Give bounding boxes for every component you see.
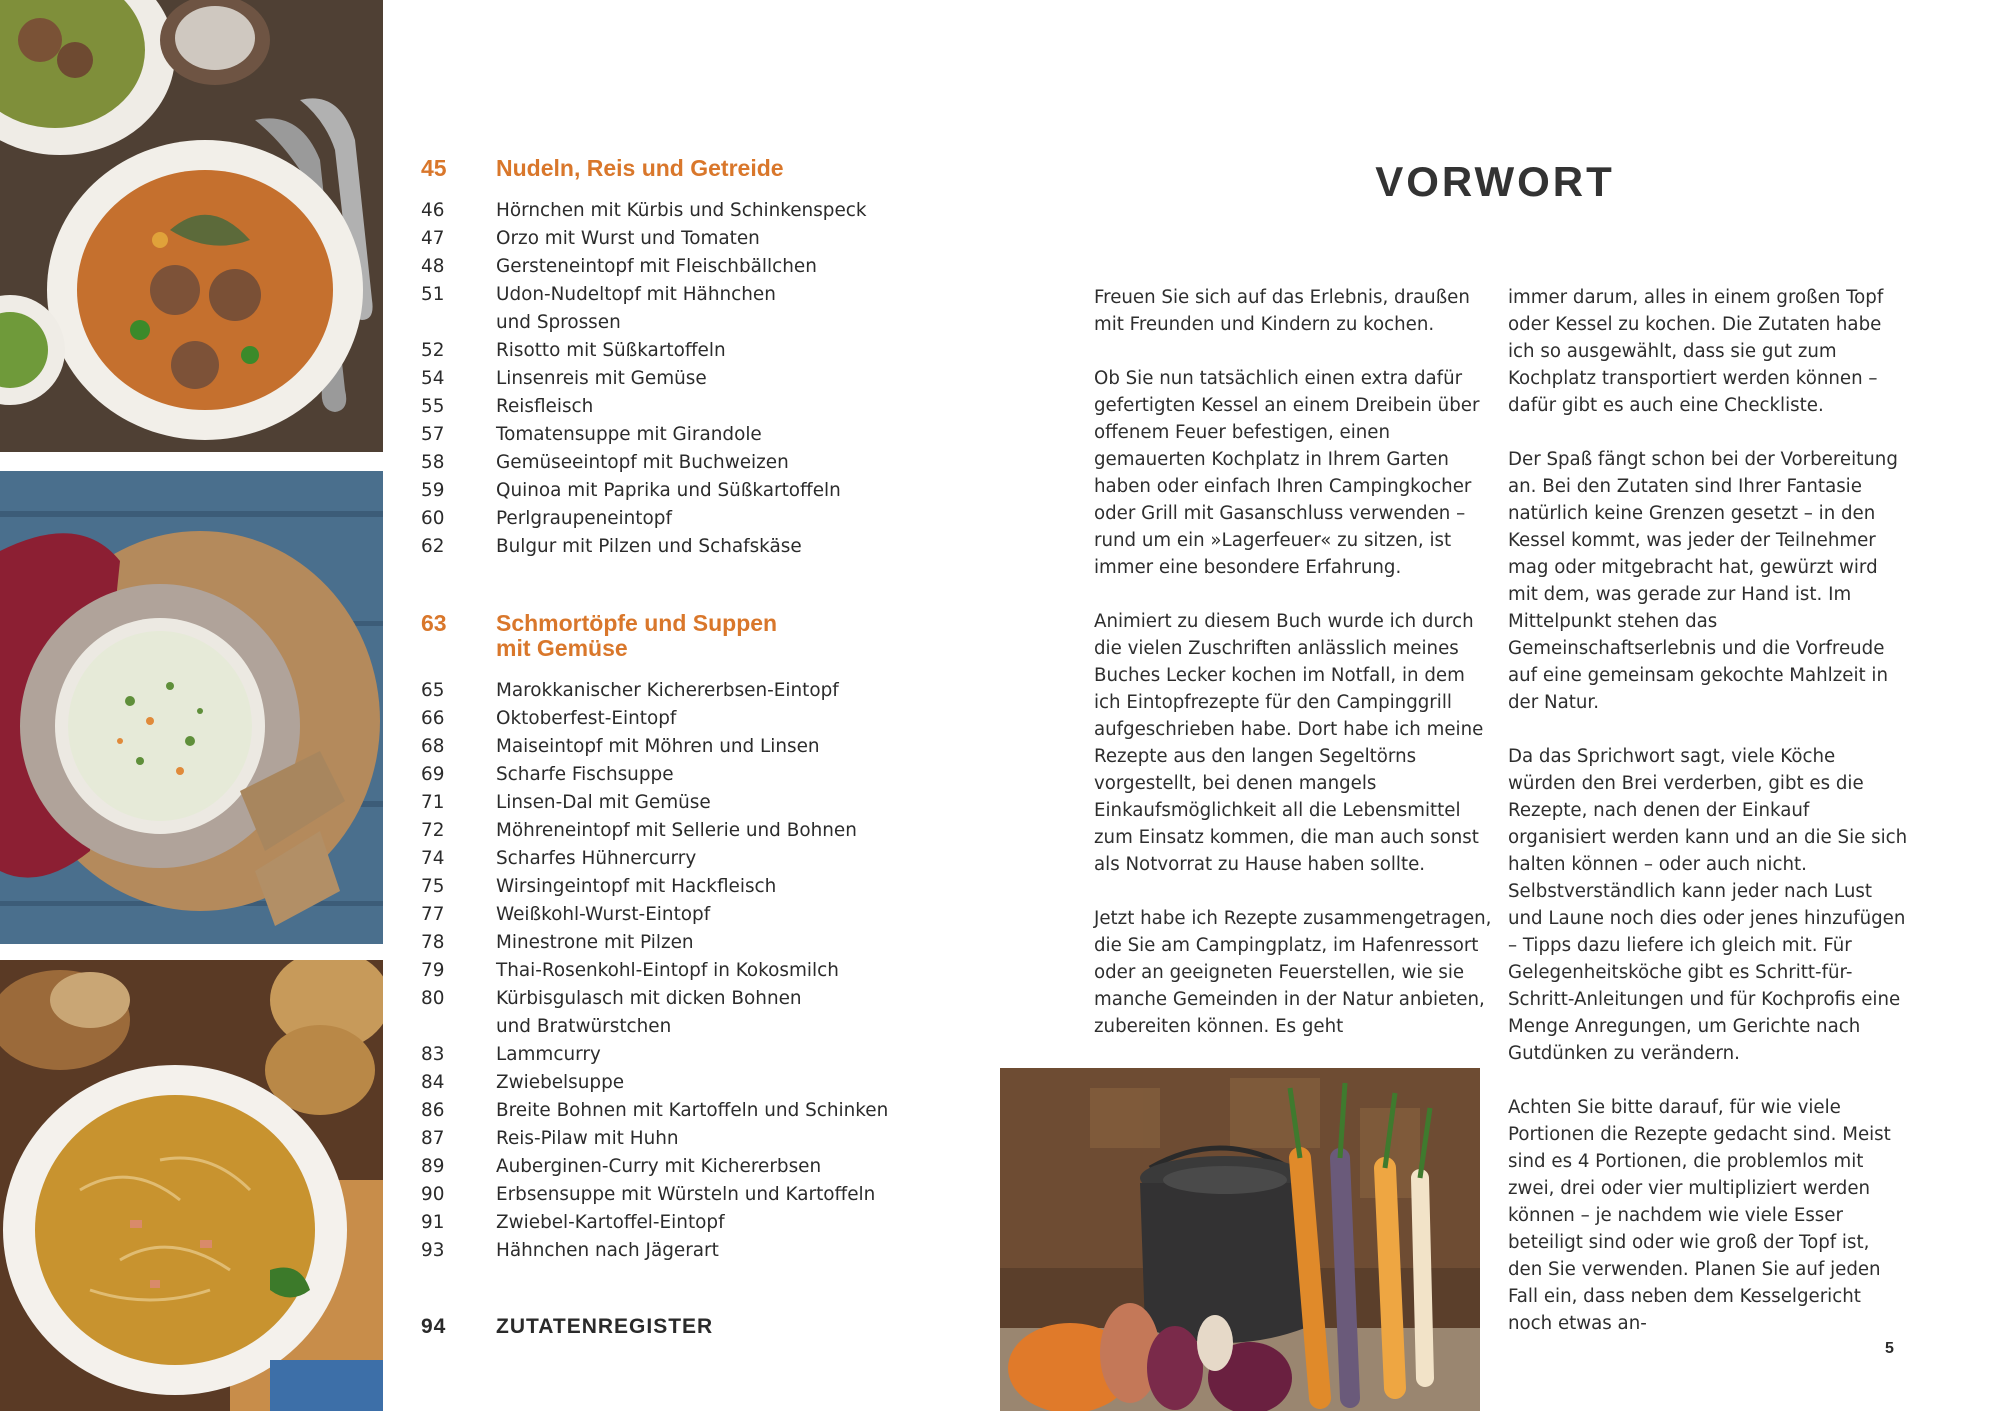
entry-title: Tomatensuppe mit Girandole — [496, 424, 762, 445]
entry-title: Maiseintopf mit Möhren und Linsen — [496, 736, 820, 757]
photo-cooking-pot-vegetables — [1000, 1068, 1480, 1411]
vorwort-column-1 — [1094, 284, 1494, 1067]
entry-title: Breite Bohnen mit Kartoffeln und Schinken — [496, 1100, 889, 1121]
toc-entry[interactable] — [421, 1041, 981, 1069]
paragraph: Achten Sie bitte darauf, für wie viele Portionen die Rezepte gedacht sind. Meist sind es 4 Portionen, die problemlos mit zwei, drei oder vier multipliziert werden können – je nachdem wie viele Esser beteiligt sind oder wie groß der Topf ist, den Sie verwenden. Planen Sie auf jeden Fall ein, dass neben dem Kesselgericht noch etwas an- — [1508, 1097, 1891, 1334]
entry-title: Bulgur mit Pilzen und Schafskäse — [496, 536, 802, 557]
section-page-number: 45 — [421, 155, 447, 181]
entry-title: Weißkohl-Wurst-Eintopf — [496, 904, 711, 925]
toc-entry[interactable] — [421, 705, 981, 733]
entry-page-number: 74 — [421, 848, 445, 869]
entry-page-number: 59 — [421, 480, 445, 501]
entry-title: Reisfleisch — [496, 396, 594, 417]
entry-title: Hörnchen mit Kürbis und Schinkenspeck — [496, 200, 867, 221]
entry-page-number: 71 — [421, 792, 445, 813]
page-title: VORWORT — [1375, 158, 1615, 205]
section-title: Schmortöpfe und Suppen mit Gemüse — [496, 610, 778, 661]
photo-onion-soup — [0, 960, 383, 1411]
toc-entry[interactable] — [421, 1153, 981, 1181]
entry-title: Quinoa mit Paprika und Süßkartoffeln — [496, 480, 841, 501]
entry-page-number: 84 — [421, 1072, 445, 1093]
toc-entry[interactable] — [421, 449, 981, 477]
toc-entry[interactable] — [421, 873, 981, 901]
toc-entry[interactable] — [421, 817, 981, 845]
toc-entry[interactable] — [421, 1237, 981, 1265]
toc-entry[interactable] — [421, 845, 981, 873]
toc-entry[interactable] — [421, 477, 981, 505]
entry-title: Reis-Pilaw mit Huhn — [496, 1128, 679, 1149]
paragraph: Der Spaß fängt schon bei der Vorbereitung an. Bei den Zutaten sind Ihrer Fantasie natürlich keine Grenzen gesetzt – in den Kessel kommt, was jeder der Teilnehmer mag oder mitgebracht hat, gewürzt wird mit dem, was gerade zur Hand ist. Im Mittelpunkt stehen das Gemeinschaftserlebnis und die Vorfreude auf eine gemeinsam gekochte Mahlzeit in der Natur. — [1508, 449, 1898, 713]
table-of-contents — [421, 156, 981, 1339]
entry-page-number: 93 — [421, 1240, 445, 1261]
entry-title: Risotto mit Süßkartoffeln — [496, 340, 726, 361]
toc-entry[interactable] — [421, 337, 981, 365]
entry-page-number: 75 — [421, 876, 445, 897]
entry-page-number: 68 — [421, 736, 445, 757]
entry-page-number: 69 — [421, 764, 445, 785]
toc-entry[interactable] — [421, 733, 981, 761]
entry-page-number: 87 — [421, 1128, 445, 1149]
entry-title: Perlgraupeneintopf — [496, 508, 672, 529]
paragraph: Ob Sie nun tatsächlich einen extra dafür gefertigten Kessel an einem Dreibein über offenem Feuer befestigen, einen gemauerten Kochplatz in Ihrem Garten haben oder einfach Ihren Campingkocher oder Grill mit Gasanschluss verwenden – rund um ein »Lagerfeuer« zu sitzen, ist immer eine besondere Erfahrung. — [1094, 368, 1480, 578]
entry-page-number: 55 — [421, 396, 445, 417]
entry-page-number: 65 — [421, 680, 445, 701]
toc-entry[interactable] — [421, 677, 981, 705]
entry-title: Scharfes Hühnercurry — [496, 848, 697, 869]
entry-page-number: 78 — [421, 932, 445, 953]
register-title: ZUTATENREGISTER — [496, 1315, 714, 1338]
entry-page-number: 47 — [421, 228, 445, 249]
entry-page-number: 54 — [421, 368, 445, 389]
entry-title: Hähnchen nach Jägerart — [496, 1240, 719, 1261]
entry-title: Thai-Rosenkohl-Eintopf in Kokosmilch — [496, 960, 839, 981]
toc-entry[interactable] — [421, 1181, 981, 1209]
toc-entry[interactable] — [421, 393, 981, 421]
toc-register-entry[interactable] — [421, 1315, 981, 1339]
toc-entry[interactable] — [421, 789, 981, 817]
entry-title: Oktoberfest-Eintopf — [496, 708, 677, 729]
entry-title: Zwiebelsuppe — [496, 1072, 625, 1093]
toc-entry[interactable] — [421, 1125, 981, 1153]
paragraph: immer darum, alles in einem großen Topf oder Kessel zu kochen. Die Zutaten habe ich so ausgewählt, dass sie gut zum Kochplatz transportiert werden können – dafür gibt es auch eine Checkliste. — [1508, 287, 1884, 416]
entry-title: Zwiebel-Kartoffel-Eintopf — [496, 1212, 725, 1233]
toc-entry[interactable] — [421, 225, 981, 253]
entry-page-number: 72 — [421, 820, 445, 841]
toc-entry[interactable] — [421, 365, 981, 393]
toc-entry[interactable] — [421, 957, 981, 985]
toc-entry[interactable] — [421, 281, 981, 337]
photo-creamy-soup — [0, 471, 383, 944]
section-title: Nudeln, Reis und Getreide — [496, 155, 784, 181]
entry-title: Lammcurry — [496, 1044, 601, 1065]
paragraph: Animiert zu diesem Buch wurde ich durch die vielen Zuschriften anlässlich meines Buches Lecker kochen im Notfall, in dem ich Eintopfrezepte für den Campinggrill aufgeschrieben habe. Dort habe ich meine Rezepte aus den langen Segeltörns vorgestellt, bei denen mangels Einkaufsmöglichkeit all die Lebensmittel zum Einsatz kommen, die man auch sonst als Notvorrat zu Hause haben sollte. — [1094, 611, 1484, 875]
toc-entry[interactable] — [421, 253, 981, 281]
entry-title: Gemüseeintopf mit Buchweizen — [496, 452, 789, 473]
entry-title: Orzo mit Wurst und Tomaten — [496, 228, 760, 249]
toc-entry[interactable] — [421, 197, 981, 225]
entry-page-number: 58 — [421, 452, 445, 473]
toc-entry[interactable] — [421, 985, 981, 1041]
entry-page-number: 90 — [421, 1184, 445, 1205]
entry-page-number: 66 — [421, 708, 445, 729]
entry-page-number: 91 — [421, 1212, 445, 1233]
paragraph: Freuen Sie sich auf das Erlebnis, draußen mit Freunden und Kindern zu kochen. — [1094, 287, 1470, 335]
vorwort-column-2 — [1508, 284, 1908, 1364]
entry-title: Erbsensuppe mit Würsteln und Kartoffeln — [496, 1184, 876, 1205]
entry-page-number: 79 — [421, 960, 445, 981]
toc-section-schmortoepfe — [421, 611, 981, 1265]
entry-title: Udon-Nudeltopf mit Hähnchen und Sprossen — [496, 284, 776, 333]
entry-page-number: 46 — [421, 200, 445, 221]
entry-title: Minestrone mit Pilzen — [496, 932, 694, 953]
entry-page-number: 89 — [421, 1156, 445, 1177]
toc-entry[interactable] — [421, 505, 981, 533]
entry-page-number: 86 — [421, 1100, 445, 1121]
entry-page-number: 51 — [421, 284, 445, 305]
toc-entry[interactable] — [421, 761, 981, 789]
entry-page-number: 57 — [421, 424, 445, 445]
section-page-number: 63 — [421, 610, 447, 636]
entry-page-number: 60 — [421, 508, 445, 529]
entry-title: Gersteneintopf mit Fleischbällchen — [496, 256, 817, 277]
entry-page-number: 83 — [421, 1044, 445, 1065]
entry-page-number: 48 — [421, 256, 445, 277]
toc-entry[interactable] — [421, 421, 981, 449]
entry-title: Möhreneintopf mit Sellerie und Bohnen — [496, 820, 857, 841]
photo-meatball-soup — [0, 0, 383, 452]
entry-title: Scharfe Fischsuppe — [496, 764, 674, 785]
toc-entry[interactable] — [421, 1069, 981, 1097]
entry-page-number: 77 — [421, 904, 445, 925]
register-page-number: 94 — [421, 1315, 447, 1338]
entry-title: Marokkanischer Kichererbsen-Eintopf — [496, 680, 839, 701]
toc-entry[interactable] — [421, 1097, 981, 1125]
entry-title: Auberginen-Curry mit Kichererbsen — [496, 1156, 822, 1177]
entry-title: Kürbisgulasch mit dicken Bohnen und Bratwürstchen — [496, 988, 802, 1037]
page-number: 5 — [1885, 1340, 1894, 1357]
toc-section-nudeln — [421, 156, 981, 561]
toc-entry[interactable] — [421, 1209, 981, 1237]
toc-section-heading — [421, 156, 981, 181]
entry-page-number: 62 — [421, 536, 445, 557]
entry-page-number: 80 — [421, 988, 445, 1009]
paragraph: Jetzt habe ich Rezepte zusammengetragen, die Sie am Campingplatz, im Hafenressort oder an geeigneten Feuerstellen, wie sie manche Gemeinden in der Natur anbieten, zubereiten können. Es geht — [1094, 908, 1492, 1037]
entry-title: Linsenreis mit Gemüse — [496, 368, 707, 389]
entry-page-number: 52 — [421, 340, 445, 361]
toc-entry[interactable] — [421, 929, 981, 957]
entry-title: Linsen-Dal mit Gemüse — [496, 792, 711, 813]
toc-section-heading — [421, 611, 981, 661]
entry-title: Wirsingeintopf mit Hackfleisch — [496, 876, 777, 897]
toc-entry[interactable] — [421, 533, 981, 561]
paragraph: Da das Sprichwort sagt, viele Köche würden den Brei verderben, gibt es die Rezepte, nach denen der Einkauf organisiert werden kann und an die Sie sich halten können – oder auch nicht. Selbstverständlich kann jeder nach Lust und Laune noch dies oder jenes hinzufügen – Tipps dazu liefere ich gleich mit. Für Gelegenheitsköche gibt es Schritt-für-Schritt-Anleitungen und für Kochprofis eine Menge Anregungen, um Gerichte nach Gutdünken zu verändern. — [1508, 746, 1908, 1064]
toc-entry[interactable] — [421, 901, 981, 929]
